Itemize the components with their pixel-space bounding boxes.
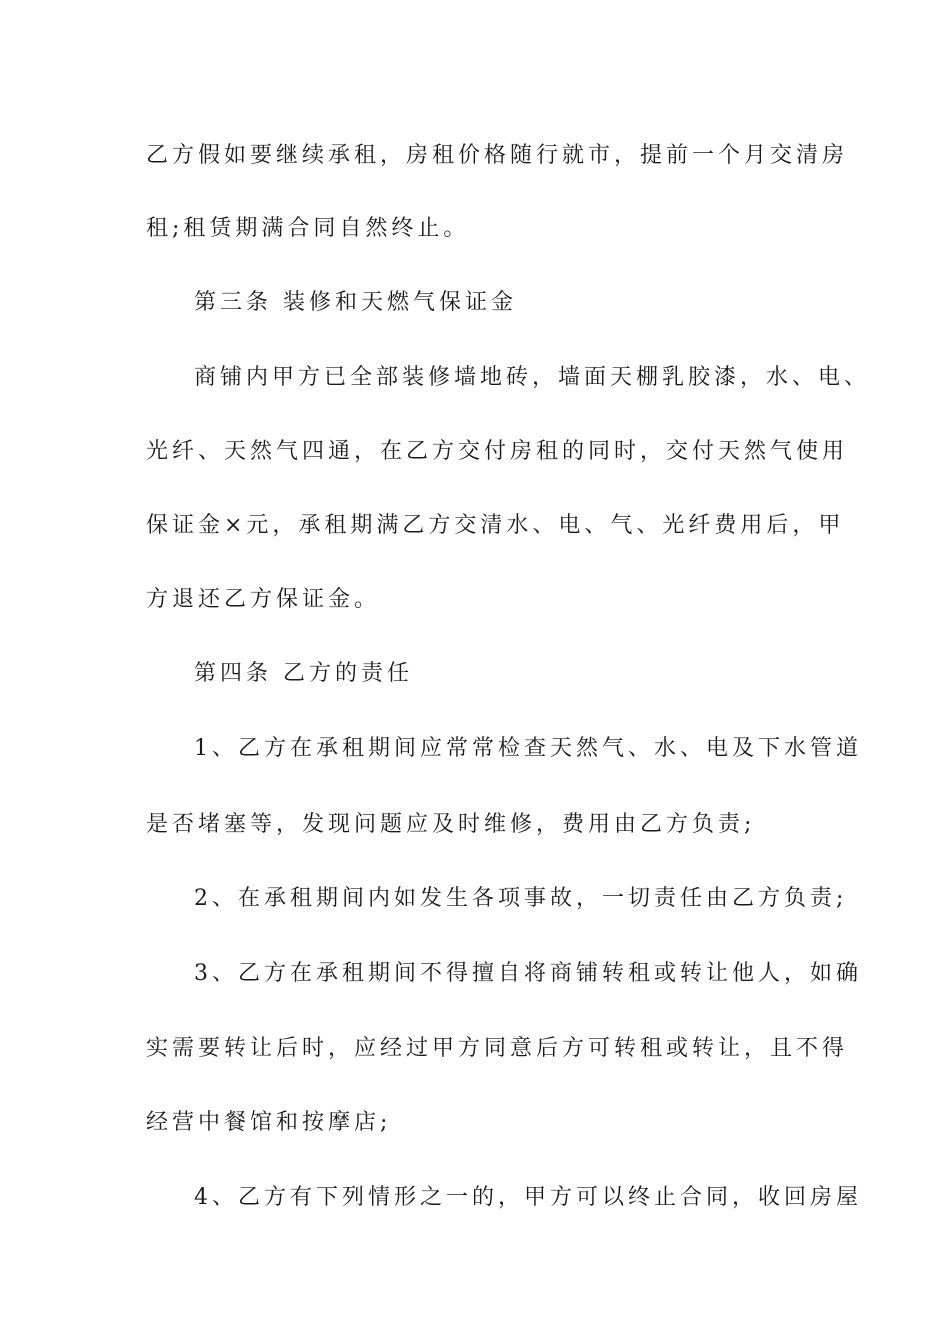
paragraph-line: 经营中餐馆和按摩店; xyxy=(146,1110,392,1135)
list-item-line: 4、乙方有下列情形之一的，甲方可以终止合同，收回房屋 xyxy=(194,1185,862,1210)
section-heading: 第三条 装修和天燃气保证金 xyxy=(194,290,517,315)
list-item-line: 3、乙方在承租期间不得擅自将商铺转租或转让他人，如确 xyxy=(194,961,862,986)
paragraph-line: 乙方假如要继续承租，房租价格随行就市，提前一个月交清房 xyxy=(146,143,849,168)
paragraph-line: 方退还乙方保证金。 xyxy=(146,587,381,612)
paragraph-line: 保证金×元，承租期满乙方交清水、电、气、光纤费用后，甲 xyxy=(146,513,845,538)
list-item-line: 2、在承租期间内如发生各项事故，一切责任由乙方负责; xyxy=(194,886,848,911)
paragraph-line: 光纤、天然气四通，在乙方交付房租的同时，交付天然气使用 xyxy=(146,439,849,464)
paragraph-line: 租;租赁期满合同自然终止。 xyxy=(146,216,470,241)
paragraph-line: 实需要转让后时，应经过甲方同意后方可转租或转让，且不得 xyxy=(146,1036,849,1061)
paragraph-line: 是否堵塞等，发现问题应及时维修，费用由乙方负责; xyxy=(146,812,756,837)
section-heading: 第四条 乙方的责任 xyxy=(194,661,413,686)
paragraph-line: 商铺内甲方已全部装修墙地砖，墙面天棚乳胶漆，水、电、 xyxy=(194,365,871,390)
list-item-line: 1、乙方在承租期间应常常检查天然气、水、电及下水管道 xyxy=(194,736,862,761)
